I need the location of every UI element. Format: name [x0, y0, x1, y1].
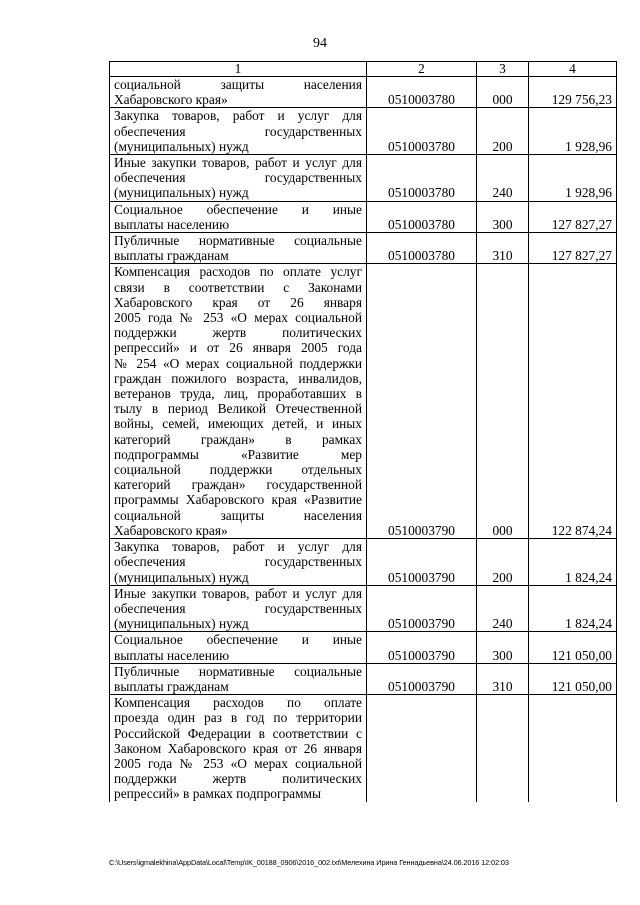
row-amount: 121 050,00 [529, 663, 617, 694]
header-col-2: 2 [367, 62, 477, 77]
description-line: подпрограммы «Развитие мер [114, 446, 362, 462]
table-body [110, 77, 617, 802]
description-line: выплаты гражданам [114, 248, 229, 264]
description-line: репрессий» и от 26 января 2005 года [114, 340, 362, 356]
row-description [110, 201, 367, 232]
table-row [110, 264, 617, 539]
description-line: Хабаровского края» [114, 522, 228, 538]
row-amount: 1 928,96 [529, 108, 617, 155]
description-line: связи в соответствии с Законами [114, 279, 362, 295]
description-line: обеспечения государственных [114, 123, 362, 139]
description-line: Закупка товаров, работ и услуг для [114, 539, 362, 555]
row-description [110, 632, 367, 663]
budget-table-container [109, 61, 617, 802]
row-amount: 127 827,27 [529, 233, 617, 264]
table-header-row [110, 62, 617, 77]
description-line: № 254 «О мерах социальной поддержки [114, 355, 362, 371]
description-line: репрессий» в рамках подпрограммы [114, 786, 322, 802]
description-line: категорий граждан» государственной [114, 477, 362, 493]
table-row [110, 108, 617, 155]
description-line: 2005 года № 253 «О мерах социальной [114, 755, 362, 771]
row-expense-type: 200 [477, 539, 529, 586]
description-line: 2005 года № 253 «О мерах социальной [114, 310, 362, 326]
description-line: (муниципальных) нужд [114, 185, 249, 201]
description-line: Социальное обеспечение и иные [114, 632, 362, 648]
description-line: обеспечения государственных [114, 600, 362, 616]
header-col-1: 1 [110, 62, 367, 77]
row-amount: 1 824,24 [529, 539, 617, 586]
row-amount: 121 050,00 [529, 632, 617, 663]
row-amount: 127 827,27 [529, 201, 617, 232]
description-line: Российской Федерации в соответствии с [114, 725, 362, 741]
description-line: (муниципальных) нужд [114, 138, 249, 154]
row-expense-type: 300 [477, 632, 529, 663]
row-code [367, 695, 477, 802]
description-line: Законом Хабаровского края от 26 января [114, 740, 362, 756]
description-line: выплаты гражданам [114, 678, 229, 694]
description-line: Иные закупки товаров, работ и услуг для [114, 155, 362, 171]
row-code: 0510003790 [367, 663, 477, 694]
row-description [110, 77, 367, 108]
description-line: (муниципальных) нужд [114, 569, 249, 585]
row-code: 0510003780 [367, 77, 477, 108]
description-line: тылу в период Великой Отечественной [114, 401, 362, 417]
description-line: Публичные нормативные социальные [114, 233, 362, 249]
row-description [110, 695, 367, 802]
description-line: социальной поддержки отдельных [114, 462, 362, 478]
row-description [110, 264, 367, 539]
row-amount: 122 874,24 [529, 264, 617, 539]
row-code: 0510003780 [367, 108, 477, 155]
header-col-3: 3 [477, 62, 529, 77]
row-description [110, 155, 367, 202]
row-description [110, 108, 367, 155]
row-expense-type: 200 [477, 108, 529, 155]
table-row [110, 539, 617, 586]
description-line: поддержки жертв политических [114, 325, 362, 341]
description-line: поддержки жертв политических [114, 771, 362, 787]
description-line: социальной защиты населения [114, 507, 362, 523]
row-description [110, 585, 367, 632]
description-line: программы Хабаровского края «Развитие [114, 492, 362, 508]
row-code: 0510003790 [367, 585, 477, 632]
row-amount: 129 756,23 [529, 77, 617, 108]
row-code: 0510003790 [367, 632, 477, 663]
description-line: Хабаровского края» [114, 92, 228, 108]
table-row [110, 632, 617, 663]
table-row [110, 663, 617, 694]
row-amount [529, 695, 617, 802]
row-code: 0510003780 [367, 233, 477, 264]
description-line: проезда один раз в год по территории [114, 710, 362, 726]
file-path-footer: C:\Users\igmalekhina\AppData\Local\Temp\IK_00188_0906\2016_002.txt\Мелехина Ирина Геннадьевна\24.06.2016 12:02:03 [109, 858, 509, 867]
table-row [110, 233, 617, 264]
description-line: социальной защиты населения [114, 77, 362, 92]
description-line: Закупка товаров, работ и услуг для [114, 108, 362, 124]
description-line: обеспечения государственных [114, 554, 362, 570]
page-number: 94 [313, 36, 327, 51]
description-line: выплаты населению [114, 216, 230, 232]
description-line: (муниципальных) нужд [114, 616, 249, 632]
table-row [110, 695, 617, 802]
table-row [110, 155, 617, 202]
row-description [110, 233, 367, 264]
description-line: Публичные нормативные социальные [114, 663, 362, 679]
row-description [110, 539, 367, 586]
description-line: Социальное обеспечение и иные [114, 201, 362, 217]
row-expense-type: 300 [477, 201, 529, 232]
row-expense-type [477, 695, 529, 802]
table-row [110, 201, 617, 232]
description-line: граждан пожилого возраста, инвалидов, [114, 370, 362, 386]
row-expense-type: 000 [477, 77, 529, 108]
row-code: 0510003780 [367, 201, 477, 232]
description-line: Иные закупки товаров, работ и услуг для [114, 585, 362, 601]
row-amount: 1 928,96 [529, 155, 617, 202]
header-col-4: 4 [529, 62, 617, 77]
description-line: войны, семей, имеющих детей, и иных [114, 416, 362, 432]
row-code: 0510003780 [367, 155, 477, 202]
row-expense-type: 000 [477, 264, 529, 539]
description-line: ветеранов труда, лиц, проработавших в [114, 386, 362, 402]
row-amount: 1 824,24 [529, 585, 617, 632]
description-line: Компенсация расходов по оплате [114, 695, 362, 711]
row-description [110, 663, 367, 694]
row-expense-type: 310 [477, 233, 529, 264]
table-row [110, 585, 617, 632]
description-line: категорий граждан» в рамках [114, 431, 362, 447]
description-line: Хабаровского края от 26 января [114, 294, 362, 310]
row-expense-type: 310 [477, 663, 529, 694]
description-line: обеспечения государственных [114, 170, 362, 186]
row-expense-type: 240 [477, 155, 529, 202]
description-line: Компенсация расходов по оплате услуг [114, 264, 362, 280]
table-row [110, 77, 617, 108]
description-line: выплаты населению [114, 647, 230, 663]
row-expense-type: 240 [477, 585, 529, 632]
budget-table [109, 61, 617, 802]
row-code: 0510003790 [367, 539, 477, 586]
row-code: 0510003790 [367, 264, 477, 539]
